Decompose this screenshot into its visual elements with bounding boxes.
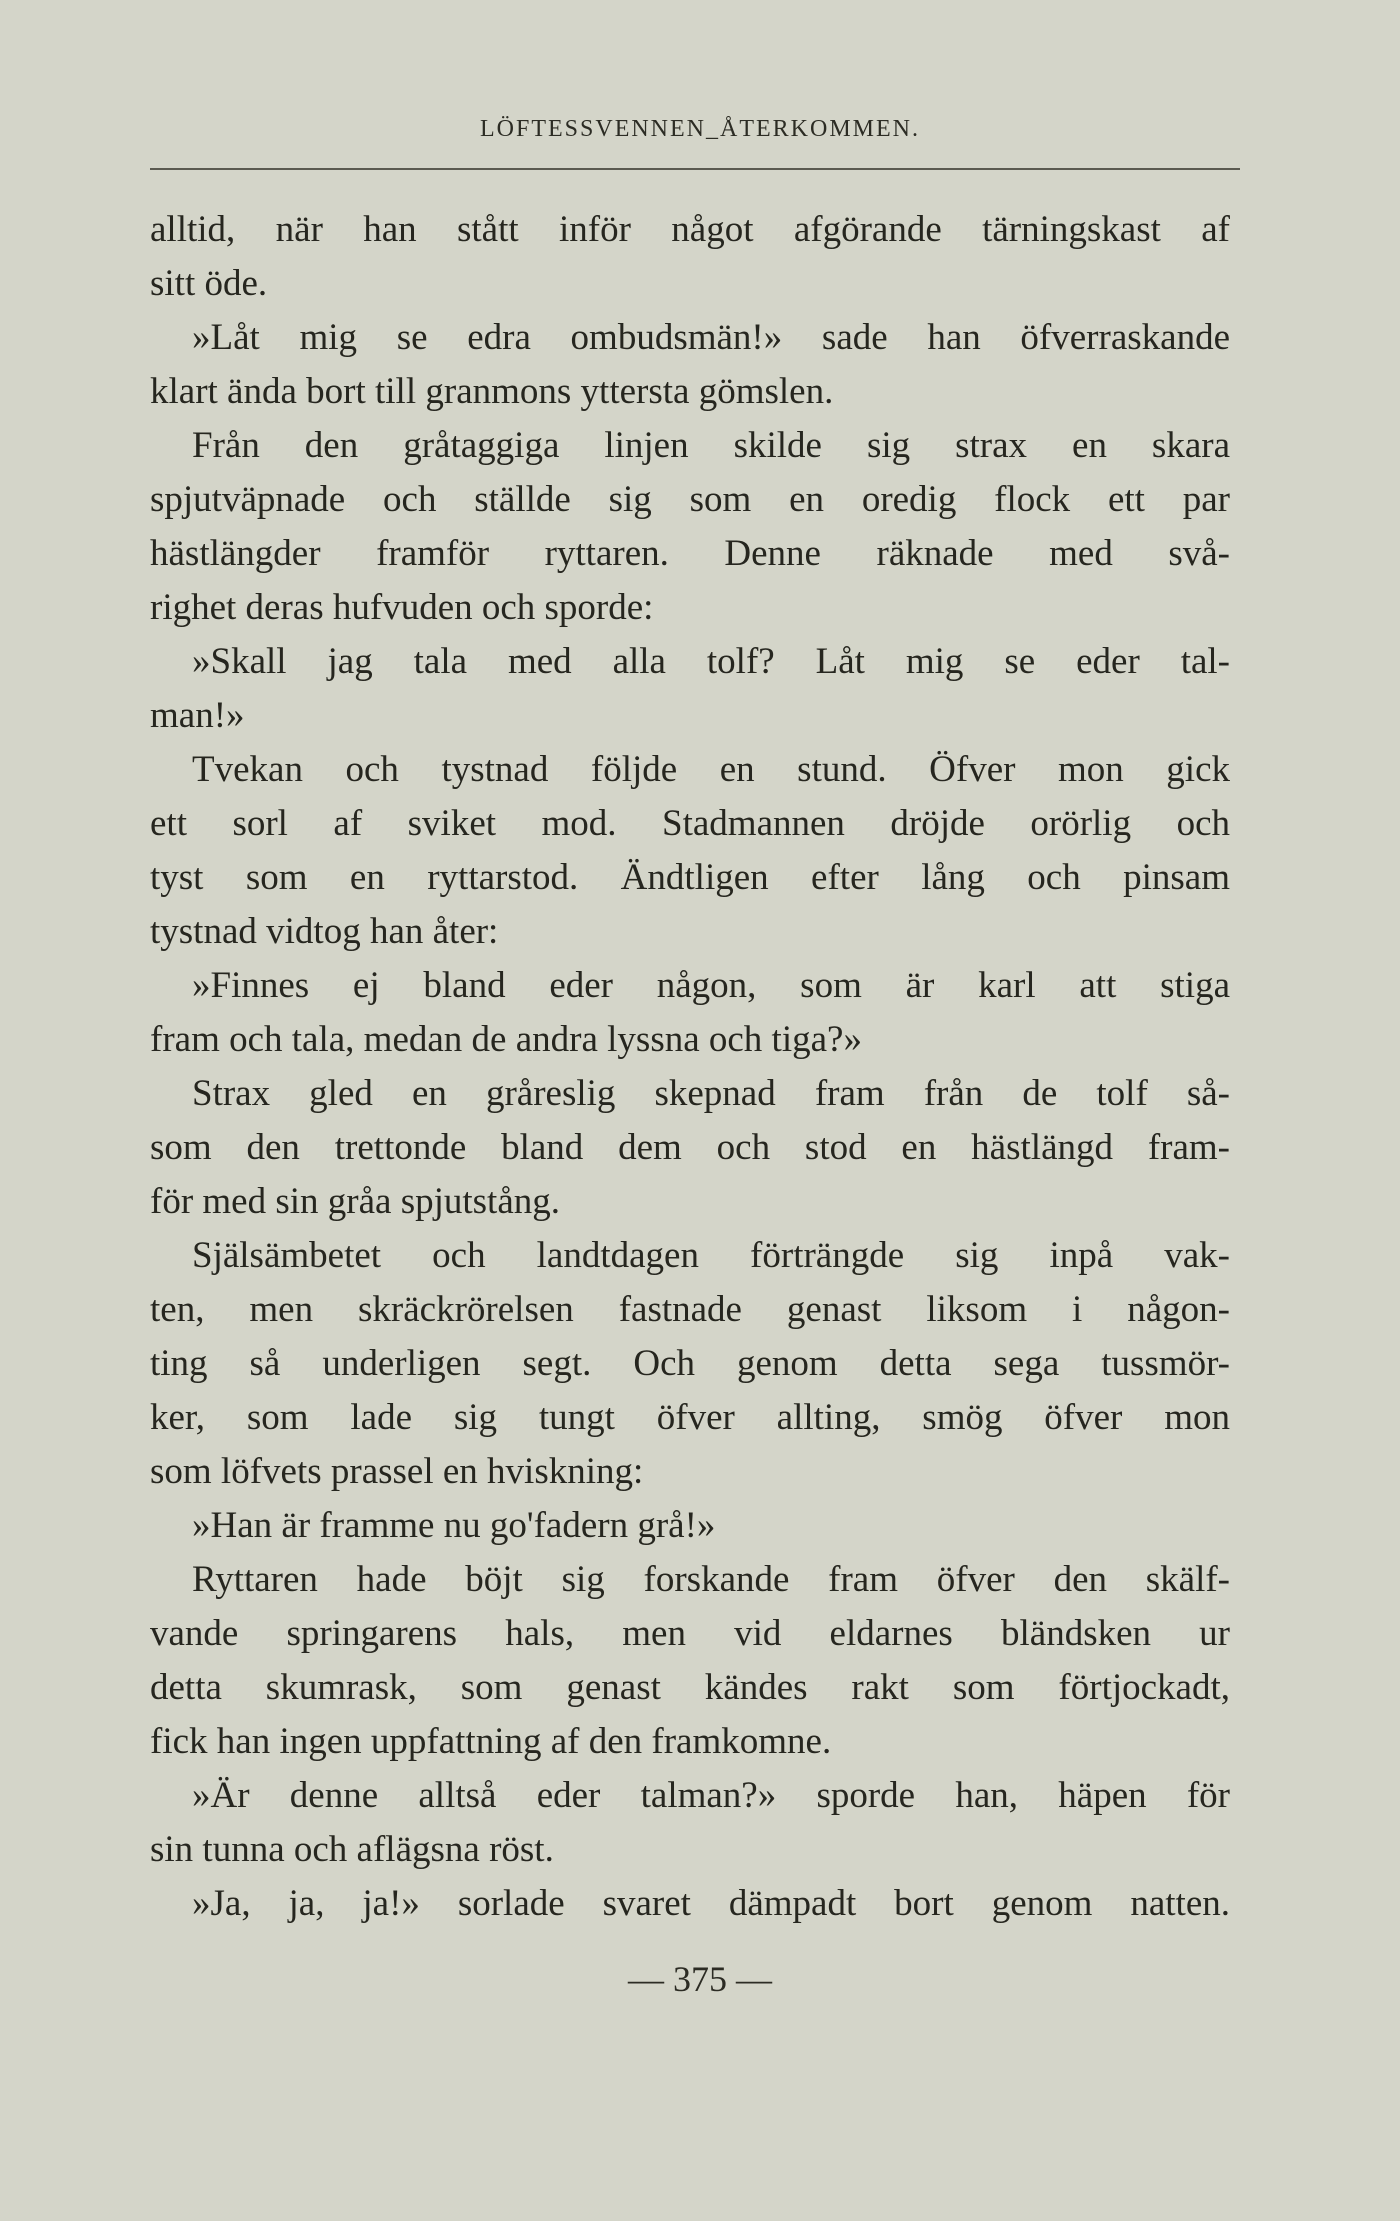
- text-line: »Låt mig se edra ombudsmän!» sade han öfverraskande: [192, 317, 1230, 358]
- text-line: detta skumrask, som genast kändes rakt som förtjockadt,: [150, 1667, 1230, 1708]
- text-line: tystnad vidtog han åter:: [150, 911, 499, 952]
- text-line: »Skall jag tala med alla tolf? Låt mig se eder tal-: [192, 641, 1230, 682]
- text-line: »Finnes ej bland eder någon, som är karl att stiga: [192, 965, 1230, 1006]
- text-line: ting så underligen segt. Och genom detta sega tussmör-: [150, 1343, 1230, 1384]
- text-line: »Han är framme nu go'fadern grå!»: [192, 1505, 716, 1546]
- text-line: alltid, när han stått inför något afgörande tärningskast af: [150, 209, 1230, 250]
- text-line: ten, men skräckrörelsen fastnade genast liksom i någon-: [150, 1289, 1230, 1330]
- text-line: »Ja, ja, ja!» sorlade svaret dämpadt bort genom natten.: [192, 1883, 1230, 1924]
- text-line: »Är denne alltså eder talman?» sporde han, häpen för: [192, 1775, 1230, 1816]
- text-line: tyst som en ryttarstod. Ändtligen efter lång och pinsam: [150, 857, 1230, 898]
- text-line: för med sin gråa spjutstång.: [150, 1181, 560, 1222]
- text-line: fick han ingen uppfattning af den framkomne.: [150, 1721, 832, 1762]
- text-line: som löfvets prassel en hviskning:: [150, 1451, 644, 1492]
- text-line: sin tunna och aflägsna röst.: [150, 1829, 554, 1870]
- text-line: ker, som lade sig tungt öfver allting, smög öfver mon: [150, 1397, 1230, 1438]
- text-line: vande springarens hals, men vid eldarnes bländsken ur: [150, 1613, 1230, 1654]
- text-line: Strax gled en gråreslig skepnad fram från de tolf så-: [192, 1073, 1230, 1114]
- text-line: spjutväpnade och ställde sig som en oredig flock ett par: [150, 479, 1230, 520]
- text-line: ett sorl af sviket mod. Stadmannen dröjde orörlig och: [150, 803, 1230, 844]
- text-line: Ryttaren hade böjt sig forskande fram öfver den skälf-: [192, 1559, 1230, 1600]
- page-number: — 375 —: [628, 1959, 772, 1999]
- text-line: righet deras hufvuden och sporde:: [150, 587, 654, 628]
- text-line: Tvekan och tystnad följde en stund. Öfver mon gick: [192, 749, 1230, 790]
- text-line: klart ända bort till granmons yttersta gömslen.: [150, 371, 834, 412]
- text-line: som den trettonde bland dem och stod en hästlängd fram-: [150, 1127, 1230, 1168]
- text-line: hästlängder framför ryttaren. Denne räknade med svå-: [150, 533, 1230, 574]
- running-header: LÖFTESSVENNEN_ÅTERKOMMEN.: [480, 116, 920, 142]
- header-rule: [150, 168, 1240, 170]
- text-line: man!»: [150, 695, 245, 736]
- text-line: fram och tala, medan de andra lyssna och tiga?»: [150, 1019, 862, 1060]
- text-line: sitt öde.: [150, 263, 268, 304]
- text-line: Från den gråtaggiga linjen skilde sig strax en skara: [192, 425, 1230, 466]
- text-line: Själsämbetet och landtdagen förträngde sig inpå vak-: [192, 1235, 1230, 1276]
